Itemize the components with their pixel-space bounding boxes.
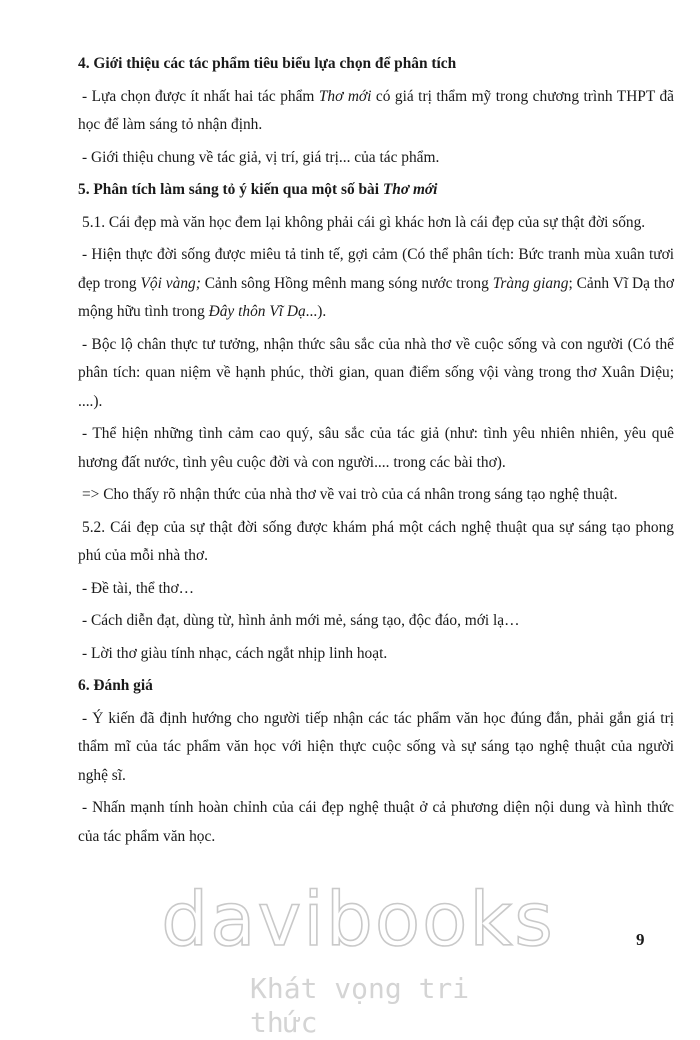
- body-paragraph: [78, 420, 674, 477]
- body-paragraph: [78, 241, 674, 327]
- section-heading: [78, 672, 674, 701]
- body-paragraph: [78, 794, 674, 851]
- watermark-tagline: Khát vọng tri thức: [250, 972, 470, 1039]
- text-run: 4. Giới thiệu các tác phẩm tiêu biểu lựa chọn để phân tích: [78, 55, 457, 72]
- text-run: - Ý kiến đã định hướng cho người tiếp nhận các tác phẩm văn học đúng đắn, phải gắn giá trị thẩm mĩ của tác phẩm văn học với hiện thực cuộc sống và sự sáng tạo nghệ thuật của người nghệ sĩ.: [78, 709, 674, 784]
- document-body: [78, 50, 674, 855]
- body-paragraph: [78, 705, 674, 791]
- body-paragraph: [78, 331, 674, 417]
- text-run: => Cho thấy rõ nhận thức của nhà thơ về vai trò của cá nhân trong sáng tạo nghệ thuật.: [82, 486, 618, 503]
- text-run: - Cách diễn đạt, dùng từ, hình ảnh mới mẻ, sáng tạo, độc đáo, mới lạ…: [82, 612, 520, 629]
- text-run: - Bộc lộ chân thực tư tưởng, nhận thức sâu sắc của nhà thơ về cuộc sống và con người (Có thể phân tích: quan niệm về hạnh phúc, thời gian, quan điểm sống vội vàng trong thơ Xuân Diệu; ....).: [78, 335, 674, 410]
- text-run: - Lựa chọn được ít nhất hai tác phẩm: [82, 87, 319, 105]
- section-heading: [78, 176, 674, 205]
- text-run: - Hiện thực đời sống được miêu tả tinh tế, gợi cảm (Có thể phân tích: Bức tranh mùa xuân tươi đẹp trong: [78, 246, 674, 292]
- text-run: 6. Đánh giá: [78, 677, 153, 694]
- italic-title: Tràng giang: [492, 274, 569, 292]
- text-run: - Giới thiệu chung về tác giả, vị trí, giá trị... của tác phẩm.: [82, 148, 440, 166]
- text-run: - Lời thơ giàu tính nhạc, cách ngắt nhịp linh hoạt.: [82, 644, 388, 662]
- text-run: 5.2. Cái đẹp của sự thật đời sống được khám phá một cách nghệ thuật qua sự sáng tạo phong phú của mỗi nhà thơ.: [78, 518, 674, 564]
- text-run: 5. Phân tích làm sáng tỏ ý kiến qua một số bài: [78, 181, 383, 198]
- text-run: - Thể hiện những tình cảm cao quý, sâu sắc của tác giả (như: tình yêu nhiên nhiên, yêu quê hương đất nước, tình yêu cuộc đời và con người.... trong các bài thơ).: [78, 425, 674, 471]
- page-number: 9: [636, 930, 645, 949]
- italic-title: Thơ mới: [382, 181, 438, 198]
- body-paragraph: [78, 607, 674, 636]
- watermark-logo: davibooks: [161, 877, 555, 963]
- text-run: - Nhấn mạnh tính hoàn chỉnh của cái đẹp nghệ thuật ở cả phương diện nội dung và hình thức của tác phẩm văn học.: [78, 799, 674, 845]
- section-heading: [78, 50, 674, 79]
- italic-title: Đây thôn Vĩ Dạ: [208, 303, 306, 320]
- text-run: ...).: [305, 303, 327, 320]
- text-run: ; Cảnh Vĩ Dạ thơ mộng hữu tình trong: [78, 274, 674, 320]
- body-paragraph: [78, 481, 674, 510]
- text-run: - Đề tài, thể thơ…: [82, 579, 194, 597]
- body-paragraph: [78, 144, 674, 173]
- body-paragraph: [78, 83, 674, 140]
- body-paragraph: [78, 209, 674, 238]
- italic-title: Thơ mới: [318, 87, 372, 105]
- body-paragraph: [78, 514, 674, 571]
- text-run: có giá trị thẩm mỹ trong chương trình THPT đã học để làm sáng tỏ nhận định.: [78, 87, 674, 133]
- text-run: 5.1. Cái đẹp mà văn học đem lại không phải cái gì khác hơn là cái đẹp của sự thật đời sống.: [82, 213, 646, 231]
- body-paragraph: [78, 640, 674, 669]
- text-run: Cảnh sông Hồng mênh mang sóng nước trong: [200, 274, 493, 292]
- body-paragraph: [78, 575, 674, 604]
- italic-title: Vội vàng;: [140, 274, 201, 292]
